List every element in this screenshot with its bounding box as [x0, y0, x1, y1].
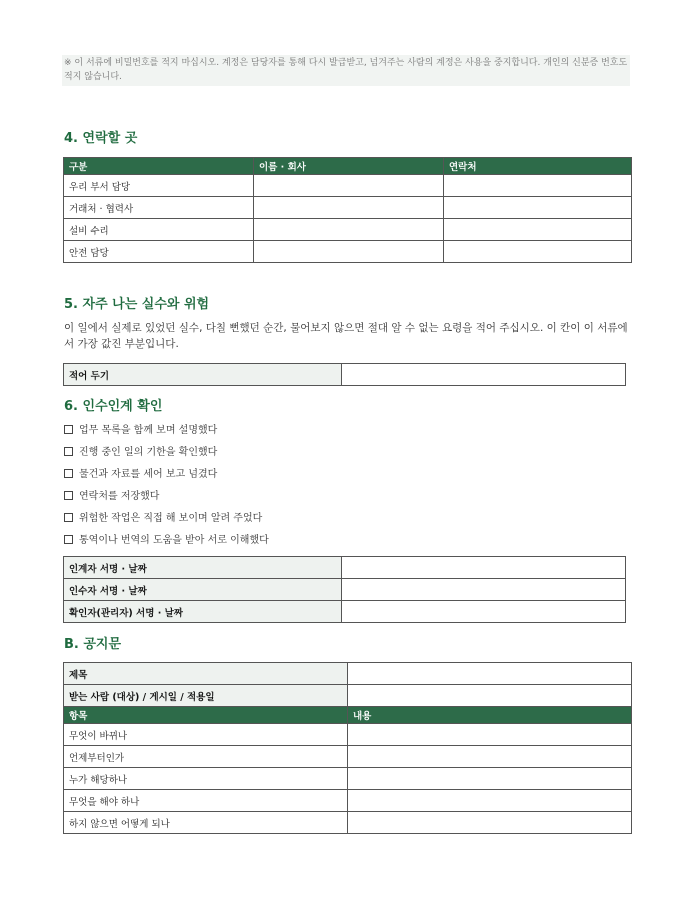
table-row — [64, 724, 632, 746]
mistakes-note-label: 적어 두기 — [64, 364, 342, 386]
table-row — [64, 219, 632, 241]
checkbox-icon[interactable] — [64, 447, 73, 456]
announcement-content-cell[interactable] — [348, 768, 632, 790]
checklist-item[interactable] — [64, 468, 217, 482]
table-row — [64, 364, 626, 386]
table-row — [64, 601, 626, 623]
announcement-title-cell[interactable] — [348, 663, 632, 685]
checklist-label: 연락처를 저장했다 — [79, 491, 160, 502]
table-row — [64, 663, 632, 685]
signature-label: 인수자 서명 · 날짜 — [64, 579, 342, 601]
announcement-row-label: 누가 해당하나 — [64, 768, 348, 790]
table-row — [64, 746, 632, 768]
table-row — [64, 197, 632, 219]
table-row — [64, 175, 632, 197]
checklist-label: 통역이나 번역의 도움을 받아 서로 이해했다 — [79, 535, 269, 546]
signature-table — [63, 556, 626, 623]
checklist-label: 위험한 작업은 직접 해 보이며 알려 주었다 — [79, 513, 263, 524]
table-row — [64, 557, 626, 579]
mistakes-paragraph: 이 일에서 실제로 있었던 실수, 다칠 뻔했던 순간, 물어보지 않으면 절대 알 수 없는 요령을 적어 주십시오. 이 칸이 이 서류에서 가장 값진 부분입니다. — [64, 322, 628, 350]
signature-cell[interactable] — [342, 557, 626, 579]
announcement-title-label: 제목 — [64, 663, 348, 685]
announcement-content-cell[interactable] — [348, 812, 632, 834]
announcement-col-item: 항목 — [64, 707, 348, 724]
announcement-meta-cell[interactable] — [348, 685, 632, 707]
checklist-label: 물건과 자료를 세어 보고 넘겼다 — [79, 469, 218, 480]
contacts-name-cell[interactable] — [254, 197, 444, 219]
privacy-notice: ※ 이 서류에 비밀번호를 적지 마십시오. 계정은 담당자를 통해 다시 발급받고, 넘겨주는 사람의 계정은 사용을 중지합니다. 개인의 신분증 번호도 적지 않습니다. — [62, 55, 630, 86]
contacts-col-name: 이름 · 회사 — [254, 158, 444, 175]
announcement-row-label: 언제부터인가 — [64, 746, 348, 768]
table-row — [64, 685, 632, 707]
contacts-phone-cell[interactable] — [444, 197, 632, 219]
announcement-row-label: 하지 않으면 어떻게 되나 — [64, 812, 348, 834]
checklist-item[interactable] — [64, 534, 269, 548]
contacts-name-cell[interactable] — [254, 241, 444, 263]
signature-cell[interactable] — [342, 579, 626, 601]
contacts-phone-cell[interactable] — [444, 175, 632, 197]
contacts-phone-cell[interactable] — [444, 219, 632, 241]
announcement-content-cell[interactable] — [348, 746, 632, 768]
checklist-item[interactable] — [64, 424, 217, 438]
checkbox-icon[interactable] — [64, 491, 73, 500]
contacts-row-label: 안전 담당 — [64, 241, 254, 263]
contacts-col-category: 구분 — [64, 158, 254, 175]
announcement-content-cell[interactable] — [348, 724, 632, 746]
checkbox-icon[interactable] — [64, 535, 73, 544]
contacts-row-label: 우리 부서 담당 — [64, 175, 254, 197]
announcement-col-content: 내용 — [348, 707, 632, 724]
contacts-row-label: 거래처 · 협력사 — [64, 197, 254, 219]
announcement-meta-label: 받는 사람 (대상) / 게시일 / 적용일 — [64, 685, 348, 707]
announcement-heading: B. 공지문 — [64, 637, 122, 652]
checkbox-icon[interactable] — [64, 469, 73, 478]
signature-label: 확인자(관리자) 서명 · 날짜 — [64, 601, 342, 623]
mistakes-heading: 5. 자주 나는 실수와 위험 — [64, 297, 210, 312]
table-row — [64, 812, 632, 834]
announcement-row-label: 무엇이 바뀌나 — [64, 724, 348, 746]
mistakes-note-cell[interactable] — [342, 364, 626, 386]
contacts-row-label: 설비 수리 — [64, 219, 254, 241]
signature-cell[interactable] — [342, 601, 626, 623]
checklist-label: 진행 중인 일의 기한을 확인했다 — [79, 447, 218, 458]
table-row — [64, 790, 632, 812]
contacts-phone-cell[interactable] — [444, 241, 632, 263]
announcement-row-label: 무엇을 해야 하나 — [64, 790, 348, 812]
contacts-name-cell[interactable] — [254, 175, 444, 197]
announcement-content-cell[interactable] — [348, 790, 632, 812]
checkbox-icon[interactable] — [64, 513, 73, 522]
contacts-table — [63, 157, 632, 263]
contacts-name-cell[interactable] — [254, 219, 444, 241]
checkbox-icon[interactable] — [64, 425, 73, 434]
handover-heading: 6. 인수인계 확인 — [64, 399, 163, 414]
announcement-table — [63, 662, 632, 834]
table-row — [64, 579, 626, 601]
mistakes-table — [63, 363, 626, 386]
checklist-item[interactable] — [64, 490, 159, 504]
table-row — [64, 768, 632, 790]
signature-label: 인계자 서명 · 날짜 — [64, 557, 342, 579]
checklist-item[interactable] — [64, 512, 262, 526]
contacts-heading: 4. 연락할 곳 — [64, 131, 138, 146]
contacts-col-phone: 연락처 — [444, 158, 632, 175]
checklist-label: 업무 목록을 함께 보며 설명했다 — [79, 425, 218, 436]
table-row — [64, 241, 632, 263]
checklist-item[interactable] — [64, 446, 217, 460]
